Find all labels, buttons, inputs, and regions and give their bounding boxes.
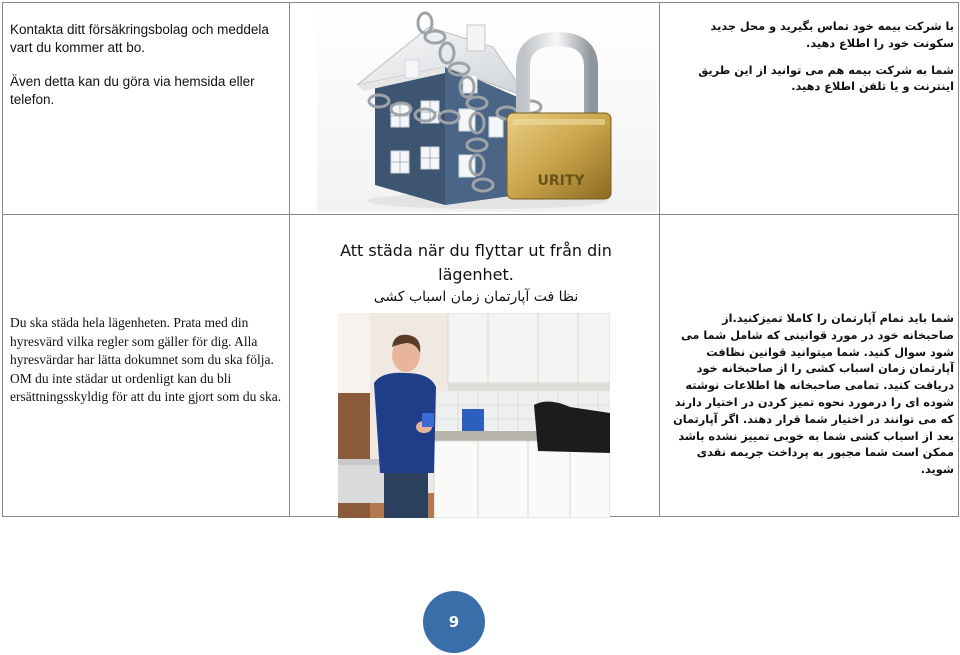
persian-insurance-text — [667, 19, 954, 106]
page-number-badge: 9 — [423, 591, 485, 653]
row-divider — [3, 214, 958, 215]
swedish-cleaning-text: Du ska städa hela lägenheten. Prata med din hyresvärd vilka regler som gäller för dig. Alla hyresvärdar har lätta dokumnet som du ska följa. OM du inte städar ut ordenligt kan du bli ersättningsskyldig för att du inte gjort som du ska. — [10, 315, 282, 404]
column-divider-right — [659, 3, 660, 516]
cleaning-title-swedish: Att städa när du flyttar ut från din lägenhet. — [340, 241, 612, 284]
padlock-engraving: URITY — [537, 173, 585, 189]
persian-insurance-para2: شما به شرکت بیمه هم می توانید از این طریق اینترنت و یا تلفن اطلاع دهید. — [698, 63, 954, 94]
content-table — [2, 2, 959, 517]
house-padlock-illustration — [317, 5, 657, 212]
column-divider-left — [289, 3, 290, 516]
cleaning-title-persian: نظا فت آپارتمان زمان اسباب کشی — [373, 289, 579, 305]
persian-cleaning-text: شما باید تمام آپارتمان را کاملا تمیزکنید.از صاحبخانه خود در مورد قوانینی که شامل شما می شود سوال کنید. شما میتوانید قوانین نظافت آپارتمان زمان اسباب کشی را از صاحبخانه خود دریافت کنید. تمامی صاحبخانه ها اطلاعات نوشته شوده ای را درمورد نحوه تمیز کردن در اختیار دارند که می توانند در اختیار شما قرار دهند. اگر آپارتمان بعد از اسباب کشی شما به خوبی تمییز نشده باشد ممکن است شما مجبور به پرداخت جریمه نقدی شوید. — [673, 312, 954, 477]
kitchen-cleaning-illustration — [338, 313, 610, 518]
swedish-insurance-text — [10, 21, 282, 125]
house-padlock-image — [317, 5, 657, 212]
swedish-insurance-para2: Även detta kan du göra via hemsida eller telefon. — [10, 74, 255, 107]
cleaning-title-block — [323, 239, 629, 307]
swedish-insurance-para1: Kontakta ditt försäkringsbolag och meddela vart du kommer att bo. — [10, 22, 269, 55]
persian-insurance-para1: با شرکت بیمه خود تماس بگیرید و محل جدید سکونت خود را اطلاع دهید. — [710, 20, 954, 50]
kitchen-cleaning-photo — [338, 313, 610, 518]
